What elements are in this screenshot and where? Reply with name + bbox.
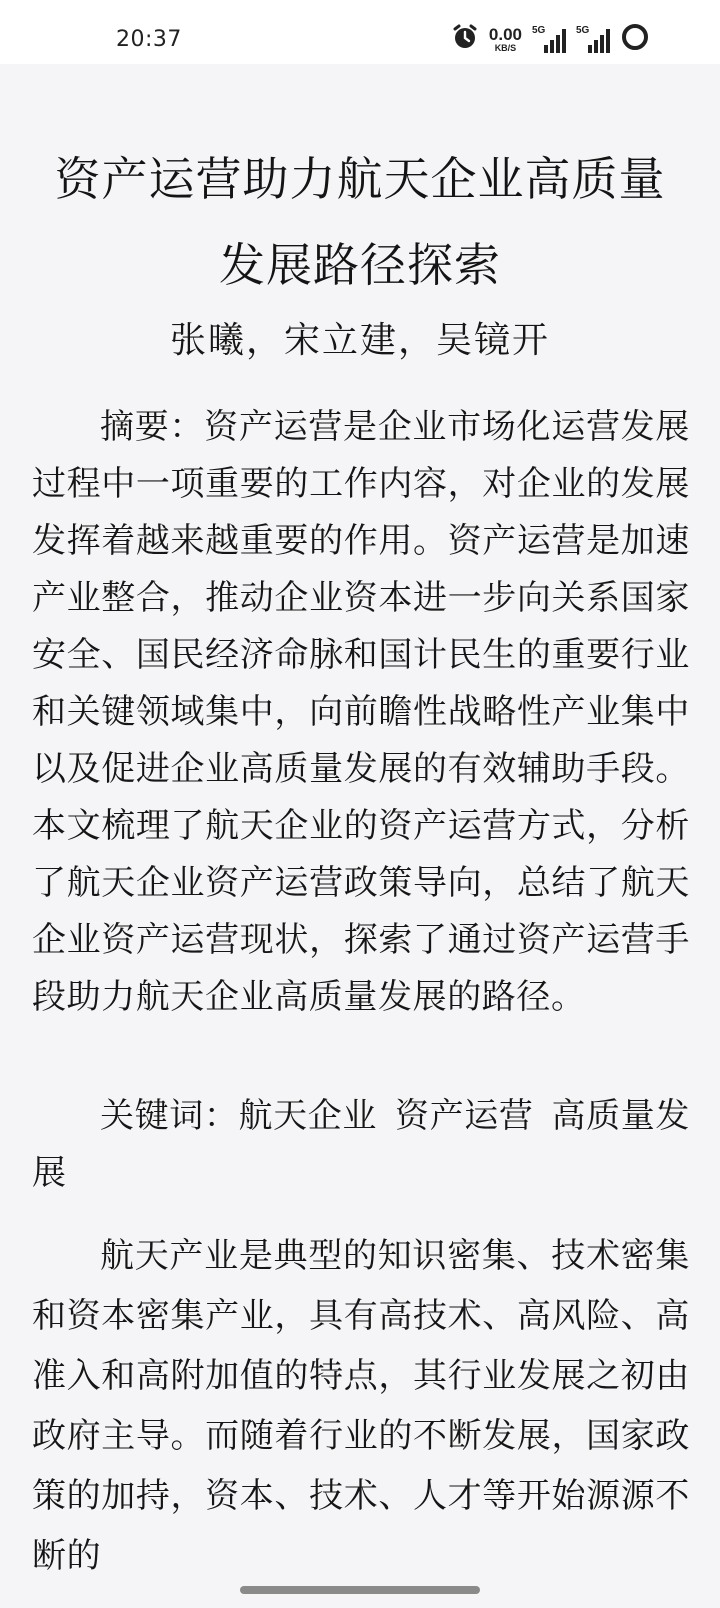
signal-5g-tag: 5G xyxy=(532,25,546,36)
status-icons xyxy=(451,22,650,56)
battery-ring-icon xyxy=(620,22,650,56)
body-paragraph: 航天产业是典型的知识密集、技术密集和资本密集产业，具有高技术、高风险、高准入和高附加值的特点，其行业发展之初由政府主导。而随着行业的不断发展，国家政策的加持，资本、技术、人才等开始源源不断的 xyxy=(32,1236,690,1576)
keywords-label: 关键词： xyxy=(100,1096,239,1136)
keyword-item: 高质量发展 xyxy=(32,1096,690,1193)
keyword-item: 航天企业 xyxy=(238,1096,377,1136)
alarm-icon xyxy=(451,23,479,55)
keywords-paragraph xyxy=(32,1088,690,1202)
signal-5g-icon xyxy=(532,25,566,53)
net-speed-unit: KB/S xyxy=(494,42,517,53)
keyword-item: 资产运营 xyxy=(395,1096,534,1136)
article-content xyxy=(0,64,720,1574)
home-indicator[interactable] xyxy=(240,1586,480,1594)
signal-5g-secondary-icon xyxy=(576,25,610,53)
article-title xyxy=(0,136,720,308)
status-bar xyxy=(0,0,720,64)
signal-5g-secondary-tag: 5G xyxy=(576,25,590,36)
net-speed-value: 0.00 xyxy=(488,24,522,44)
status-time: 20:37 xyxy=(116,27,182,52)
abstract-label: 摘要： xyxy=(100,407,205,447)
article-title-line-1: 资产运营助力航天企业高质量 xyxy=(54,152,666,206)
article-title-line-2: 发展路径探索 xyxy=(219,238,501,292)
abstract-text: 资产运营是企业市场化运营发展过程中一项重要的工作内容，对企业的发展发挥着越来越重要的作用。资产运营是加速产业整合，推动企业资本进一步向关系国家安全、国民经济命脉和国计民生的重要行业和关键领域集中，向前瞻性战略性产业集中以及促进企业高质量发展的有效辅助手段。本文梳理了航天企业的资产运营方式，分析了航天企业资产运营政策导向，总结了航天企业资产运营现状，探索了通过资产运营手段助力航天企业高质量发展的路径。 xyxy=(32,407,690,1017)
article-authors: 张曦，宋立建，吴镜开 xyxy=(169,320,550,361)
abstract-paragraph xyxy=(32,399,690,1026)
net-speed-indicator xyxy=(489,26,522,53)
